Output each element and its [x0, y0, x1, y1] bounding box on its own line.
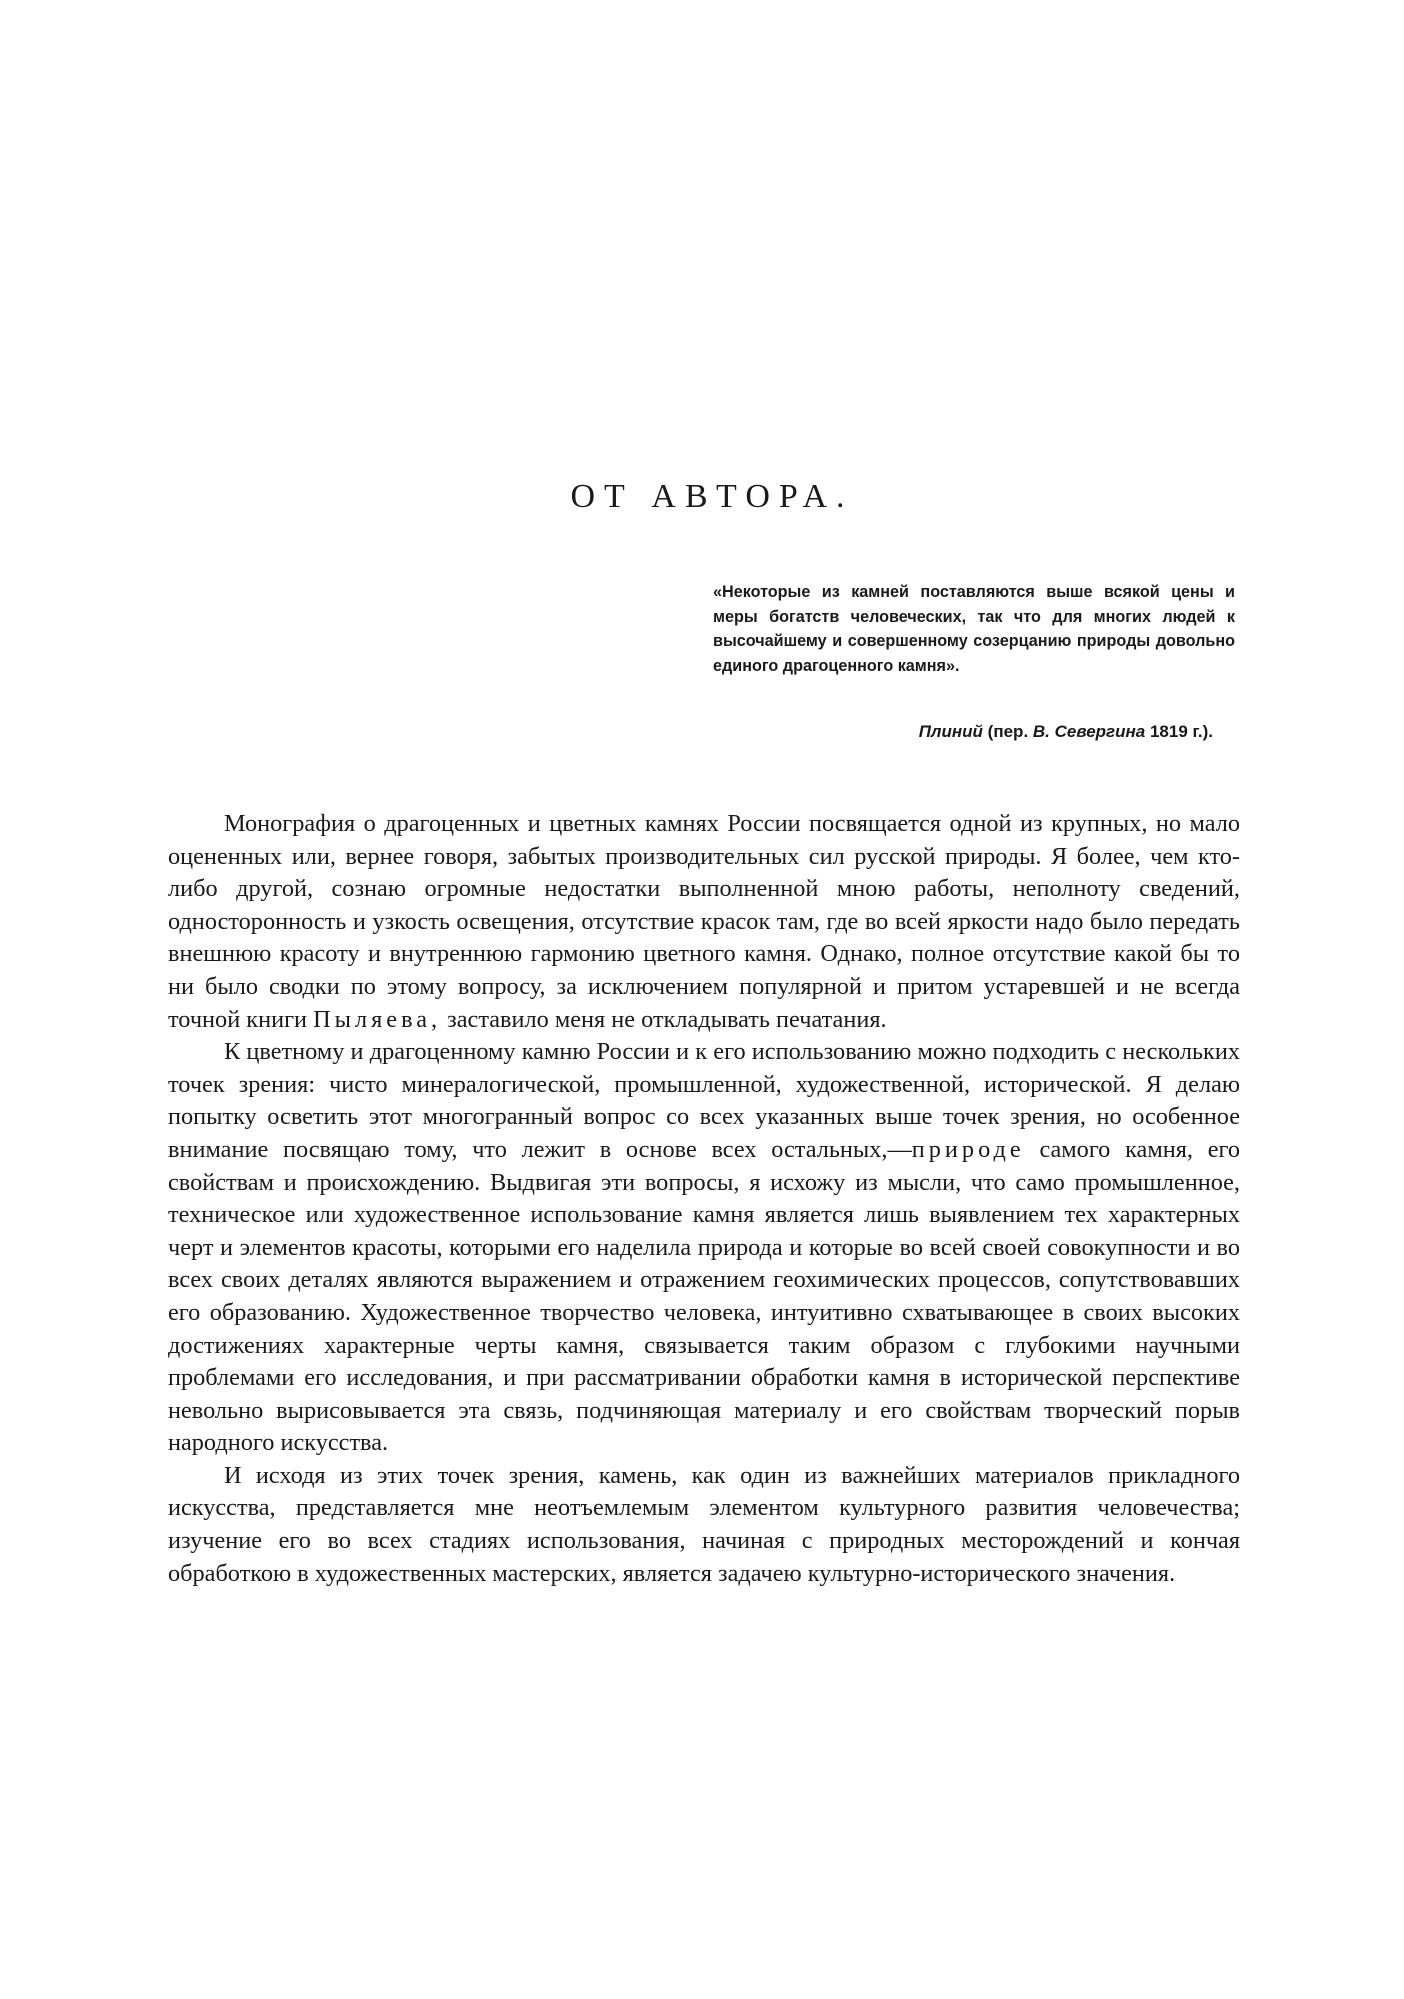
epigraph-quote: «Некоторые из камней поставляются выше всякой цены и меры богатств человеческих, так что для многих людей к высочайшему и совершенному созерцанию природы довольно единого драгоценного камня». [713, 583, 1235, 675]
paragraph-1-text: Монография о драгоценных и цветных камнях России посвящается одной из крупных, но мало оцененных или, вернее говоря, забытых производительных сил русской природы. Я более, чем кто-либо другой, сознаю огромные недостатки выполненной мною работы, неполноту сведений, односторонность и узкость освещения, отсутствие красок там, где во всей яркости надо было передать внешнюю красоту и внутреннюю гармонию цветного камня. Однако, полное отсутствие какой бы то ни было сводки по этому вопросу, за исключением популярной и притом устаревшей и не всегда точной книги [168, 810, 1240, 1033]
epigraph-year: 1819 г.). [1149, 722, 1213, 741]
paragraph-1 [168, 808, 1240, 1036]
emphasis-nature: природе [911, 1135, 1025, 1163]
paragraph-2-end: самого камня, его свойствам и происхождению. Выдвигая эти вопросы, я исхожу из мысли, что само промышленное, техническое или художественное использование камня является лишь выявлением тех характерных черт и элементов красоты, которыми его наделила природа и которые во всей своей совокупности и во всех своих деталях являются выражением и отражением геохимических процессов, сопутствовавших его образованию. Художественное творчество человека, интуитивно схватывающее в своих высоких достижениях характерные черты камня, связывается таким образом с глубокими научными проблемами его исследования, и при рассматривании обработки камня в исторической перспективе невольно вырисовывается эта связь, подчиняющая материалу и его свойствам творческий порыв народного искусства. [168, 1135, 1240, 1457]
paragraph-3: И исходя из этих точек зрения, камень, как один из важнейших материалов прикладного искусства, представляется мне неотъемлемым элементом культурного развития человечества; изучение его во всех стадиях использования, начиная с природных месторождений и кончая обработкою в художественных мастерских, является задачею культурно-исторического значения. [168, 1461, 1240, 1587]
author-name-pylyaev: Пыляева, [313, 1005, 442, 1033]
epigraph-author: Плиний [918, 722, 983, 741]
epigraph-attribution [713, 722, 1213, 742]
body-text [168, 808, 1240, 1590]
page-title: ОТ АВТОРА. [570, 478, 854, 515]
epigraph-translation-note: (пер. [987, 722, 1029, 741]
epigraph-translator: В. Севергина [1032, 722, 1146, 741]
paragraph-1-end: заставило меня не откладывать печатания. [447, 1005, 887, 1033]
paragraph-2 [168, 1036, 1240, 1460]
paragraph-2-text: К цветному и драгоценному камню России и к его использованию можно подходить с нескольких точек зрения: чисто минералогической, промышленной, художественной, исторической. Я делаю попытку осветить этот многогранный вопрос со всех указанных выше точек зрения, но особенное внимание посвящаю тому, что лежит в основе всех остальных,— [168, 1038, 1240, 1163]
